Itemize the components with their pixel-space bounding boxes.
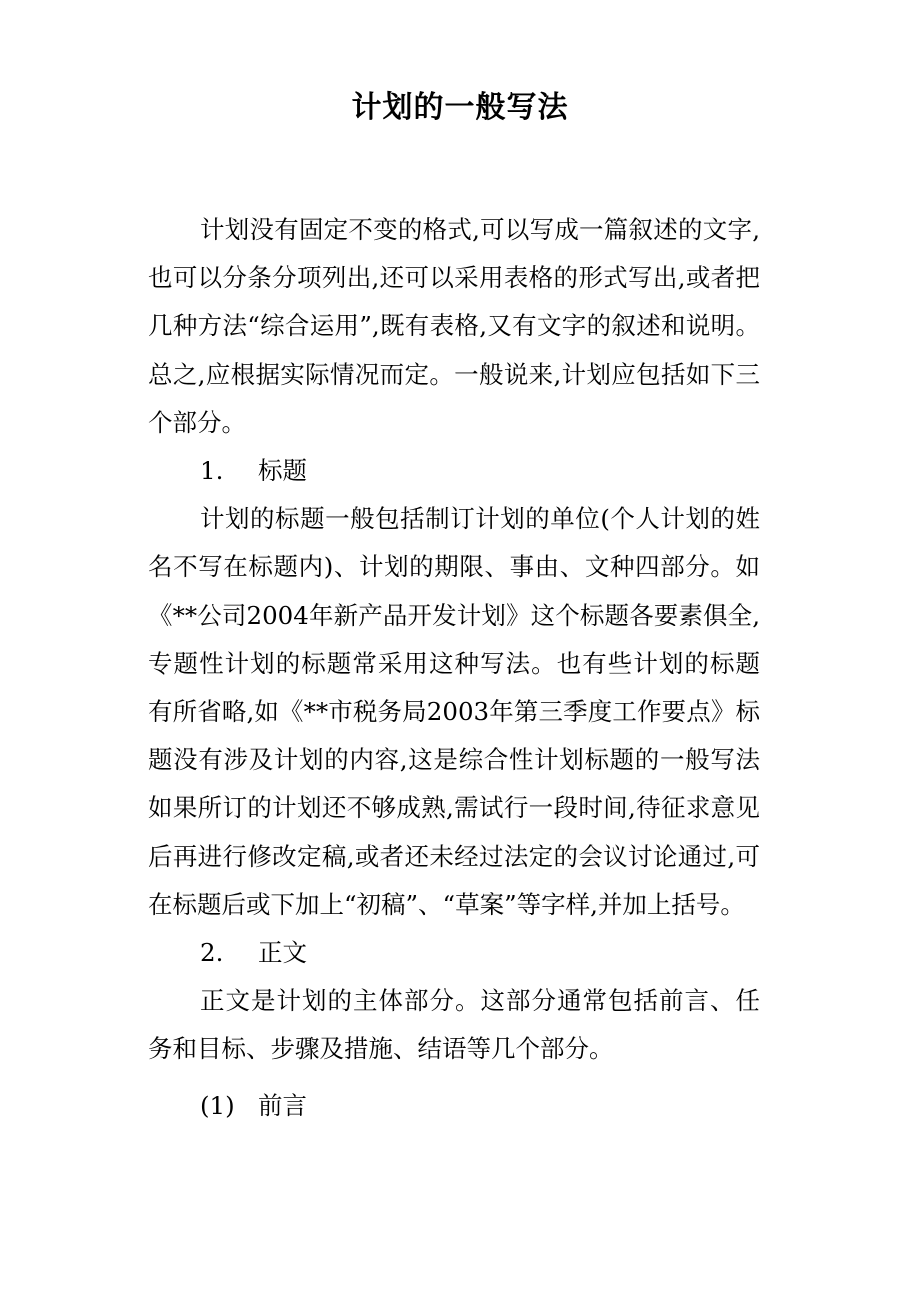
title-section-paragraph: 计划的标题一般包括制订计划的单位(个人计划的姓名不写在标题内)、计划的期限、事由、文种四部分。如《**公司2004年新产品开发计划》这个标题各要素俱全,专题性计划的标题常采用这种写法。也有些计划的标题有所省略,如《**市税务局2003年第三季度工作要点》标题没有涉及计划的内容,这是综合性计划标题的一般写法如果所订的计划还不够成熟,需试行一段时间,待征求意见后再进行修改定稿,或者还未经过法定的会议讨论通过,可在标题后或下加上“初稿”、“草案”等字样,并加上括号。 — [148, 504, 760, 919]
body-section-paragraph: 正文是计划的主体部分。这部分通常包括前言、任务和目标、步骤及措施、结语等几个部分。 — [148, 986, 760, 1064]
section-heading-title — [148, 447, 760, 495]
subsection-heading-preface — [148, 1082, 760, 1130]
document-body — [148, 206, 760, 1130]
page-title: 计划的一般写法 — [351, 90, 569, 125]
subsection-heading-label: 前言 — [258, 1090, 307, 1120]
spacer — [148, 1074, 760, 1082]
intro-paragraph: 计划没有固定不变的格式,可以写成一篇叙述的文字,也可以分条分项列出,还可以采用表格的形式写出,或者把几种方法“综合运用”,既有表格,又有文字的叙述和说明。总之,应根据实际情况而定。一般说来,计划应包括如下三个部分。 — [148, 215, 760, 437]
section-number: 2. — [200, 938, 224, 968]
section-number: 1. — [200, 456, 224, 486]
subsection-number: (1) — [200, 1090, 235, 1120]
section-heading-label: 标题 — [258, 456, 307, 486]
section-heading-body — [148, 929, 760, 977]
section-heading-label: 正文 — [258, 938, 307, 968]
